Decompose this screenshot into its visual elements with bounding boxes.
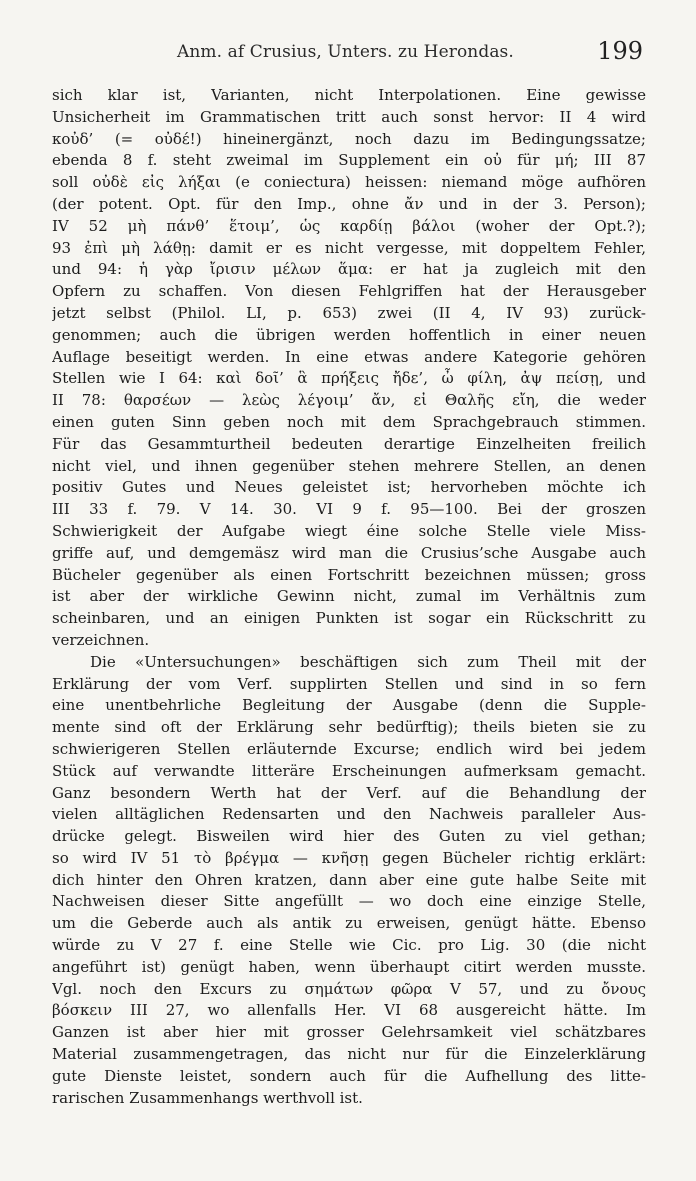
text-line: Schwierigkeit der Aufgabe wiegt éine solche Stelle viele Miss- [52, 521, 646, 540]
text-line: (der potent. Opt. für den Imp., ohne ἄν und in der 3. Person); [52, 194, 646, 213]
page-number: 199 [597, 37, 643, 65]
text-line: vielen alltäglichen Redensarten und den Nachweis paralleler Aus- [52, 805, 646, 824]
text-line: III 33 f. 79. V 14. 30. VI 9 f. 95—100. Bei der groszen [52, 500, 646, 519]
text-line: nicht viel, und ihnen gegenüber stehen mehrere Stellen, an denen [52, 456, 646, 475]
text-line: würde zu V 27 f. eine Stelle wie Cic. pro Lig. 30 (die nicht [52, 936, 646, 955]
text-line: Auflage beseitigt werden. In eine etwas andere Kategorie gehören [52, 347, 646, 366]
text-line: jetzt selbst (Philol. LI, p. 653) zwei (II 4, IV 93) zurück- [52, 303, 646, 322]
text-line: so wird IV 51 τὸ βρέγμα — κνῆσῃ gegen Bücheler richtig erklärt: [52, 848, 646, 867]
text-line: Ganzen ist aber hier mit grosser Gelehrsamkeit viel schätzbares [52, 1023, 646, 1042]
text-line: schwierigeren Stellen erläuternde Excurse; endlich wird bei jedem [52, 739, 646, 758]
text-line: βόσκειν III 27, wo allenfalls Her. VI 68 ausgereicht hätte. Im [52, 1001, 646, 1020]
text-line: Nachweisen dieser Sitte angefüllt — wo doch eine einzige Stelle, [52, 892, 646, 911]
text-line: ist aber der wirkliche Gewinn nicht, zumal im Verhältnis zum [52, 587, 646, 606]
text-line: soll οὐδὲ εἰς λήξαι (e coniectura) heissen: niemand möge aufhören [52, 173, 646, 192]
text-line: gute Dienste leistet, sondern auch für die Aufhellung des litte- [52, 1066, 646, 1085]
text-line: II 78: θαρσέων — λεὼς λέγοιμ’ ἄν, εἰ Θαλῆς εἴη, die weder [52, 391, 646, 410]
text-line: Erklärung der vom Verf. supplirten Stellen und sind in so fern [52, 674, 646, 693]
page-header [52, 34, 646, 66]
text-line: Stellen wie I 64: καὶ δοῖ’ ἃ πρήξεις ἤδε’, ὦ φίλη, ἀψ πείσῃ, und [52, 369, 646, 388]
text-line: Die «Untersuchungen» beschäftigen sich zum Theil mit der [90, 652, 646, 671]
text-line: Vgl. noch den Excurs zu σημάτων φῶρα V 57, und zu ὄνους [52, 979, 646, 998]
text-line: Für das Gesammturtheil bedeuten derartige Einzelheiten freilich [52, 434, 646, 453]
text-line: scheinbaren, und an einigen Punkten ist sogar ein Rückschritt zu [52, 609, 646, 628]
text-line: verzeichnen. [52, 630, 150, 649]
text-line: rarischen Zusammenhangs werthvoll ist. [52, 1088, 363, 1107]
text-line: drücke gelegt. Bisweilen wird hier des Guten zu viel gethan; [52, 827, 646, 846]
text-line: um die Geberde auch als antik zu erweisen, genügt hätte. Ebenso [52, 914, 646, 933]
text-line: dich hinter den Ohren kratzen, dann aber eine gute halbe Seite mit [52, 870, 646, 889]
text-line: Bücheler gegenüber als einen Fortschritt bezeichnen müssen; gross [52, 565, 646, 584]
text-line: angeführt ist) genügt haben, wenn überhaupt citirt werden musste. [52, 957, 646, 976]
text-line: sich klar ist, Varianten, nicht Interpolationen. Eine gewisse [52, 86, 646, 104]
text-line: Unsicherheit im Grammatischen tritt auch sonst hervor: II 4 wird [52, 107, 646, 126]
text-line: κοὐδ’ (= οὐδέ!) hineinergänzt, noch dazu im Bedingungssatze; [52, 129, 646, 148]
text-line: Material zusammengetragen, das nicht nur für die Einzelerklärung [52, 1045, 646, 1064]
text-line: ebenda 8 f. steht zweimal im Supplement ein οὐ für μή; III 87 [52, 151, 646, 170]
text-line: genommen; auch die übrigen werden hoffentlich in einer neuen [52, 325, 646, 344]
text-line: eine unentbehrliche Begleitung der Ausgabe (denn die Supple- [52, 696, 646, 715]
text-line: IV 52 μὴ πάνθ’ ἕτοιμ’, ὡς καρδίῃ βάλοι (woher der Opt.?); [52, 216, 646, 235]
text-line: positiv Gutes und Neues geleistet ist; hervorheben möchte ich [52, 478, 646, 497]
text-line: Opfern zu schaffen. Von diesen Fehlgriffen hat der Herausgeber [52, 282, 646, 301]
text-line: 93 ἐπὶ μὴ λάθῃ: damit er es nicht vergesse, mit doppeltem Fehler, [52, 238, 646, 257]
running-title: Anm. af Crusius, Unters. zu Herondas. [177, 42, 514, 62]
text-line: griffe auf, und demgemäsz wird man die Crusius’sche Ausgabe auch [52, 543, 646, 562]
body-text [52, 85, 646, 1109]
text-line: und 94: ἡ γὰρ ἴρισιν μέλων ἅμα: er hat ja zugleich mit den [52, 260, 646, 279]
text-line: einen guten Sinn geben noch mit dem Sprachgebrauch stimmen. [52, 412, 646, 431]
text-line: Stück auf verwandte litteräre Erscheinungen aufmerksam gemacht. [52, 761, 646, 780]
text-line: mente sind oft der Erklärung sehr bedürftig); theils bieten sie zu [52, 718, 646, 737]
text-line: Ganz besondern Werth hat der Verf. auf die Behandlung der [52, 783, 646, 802]
